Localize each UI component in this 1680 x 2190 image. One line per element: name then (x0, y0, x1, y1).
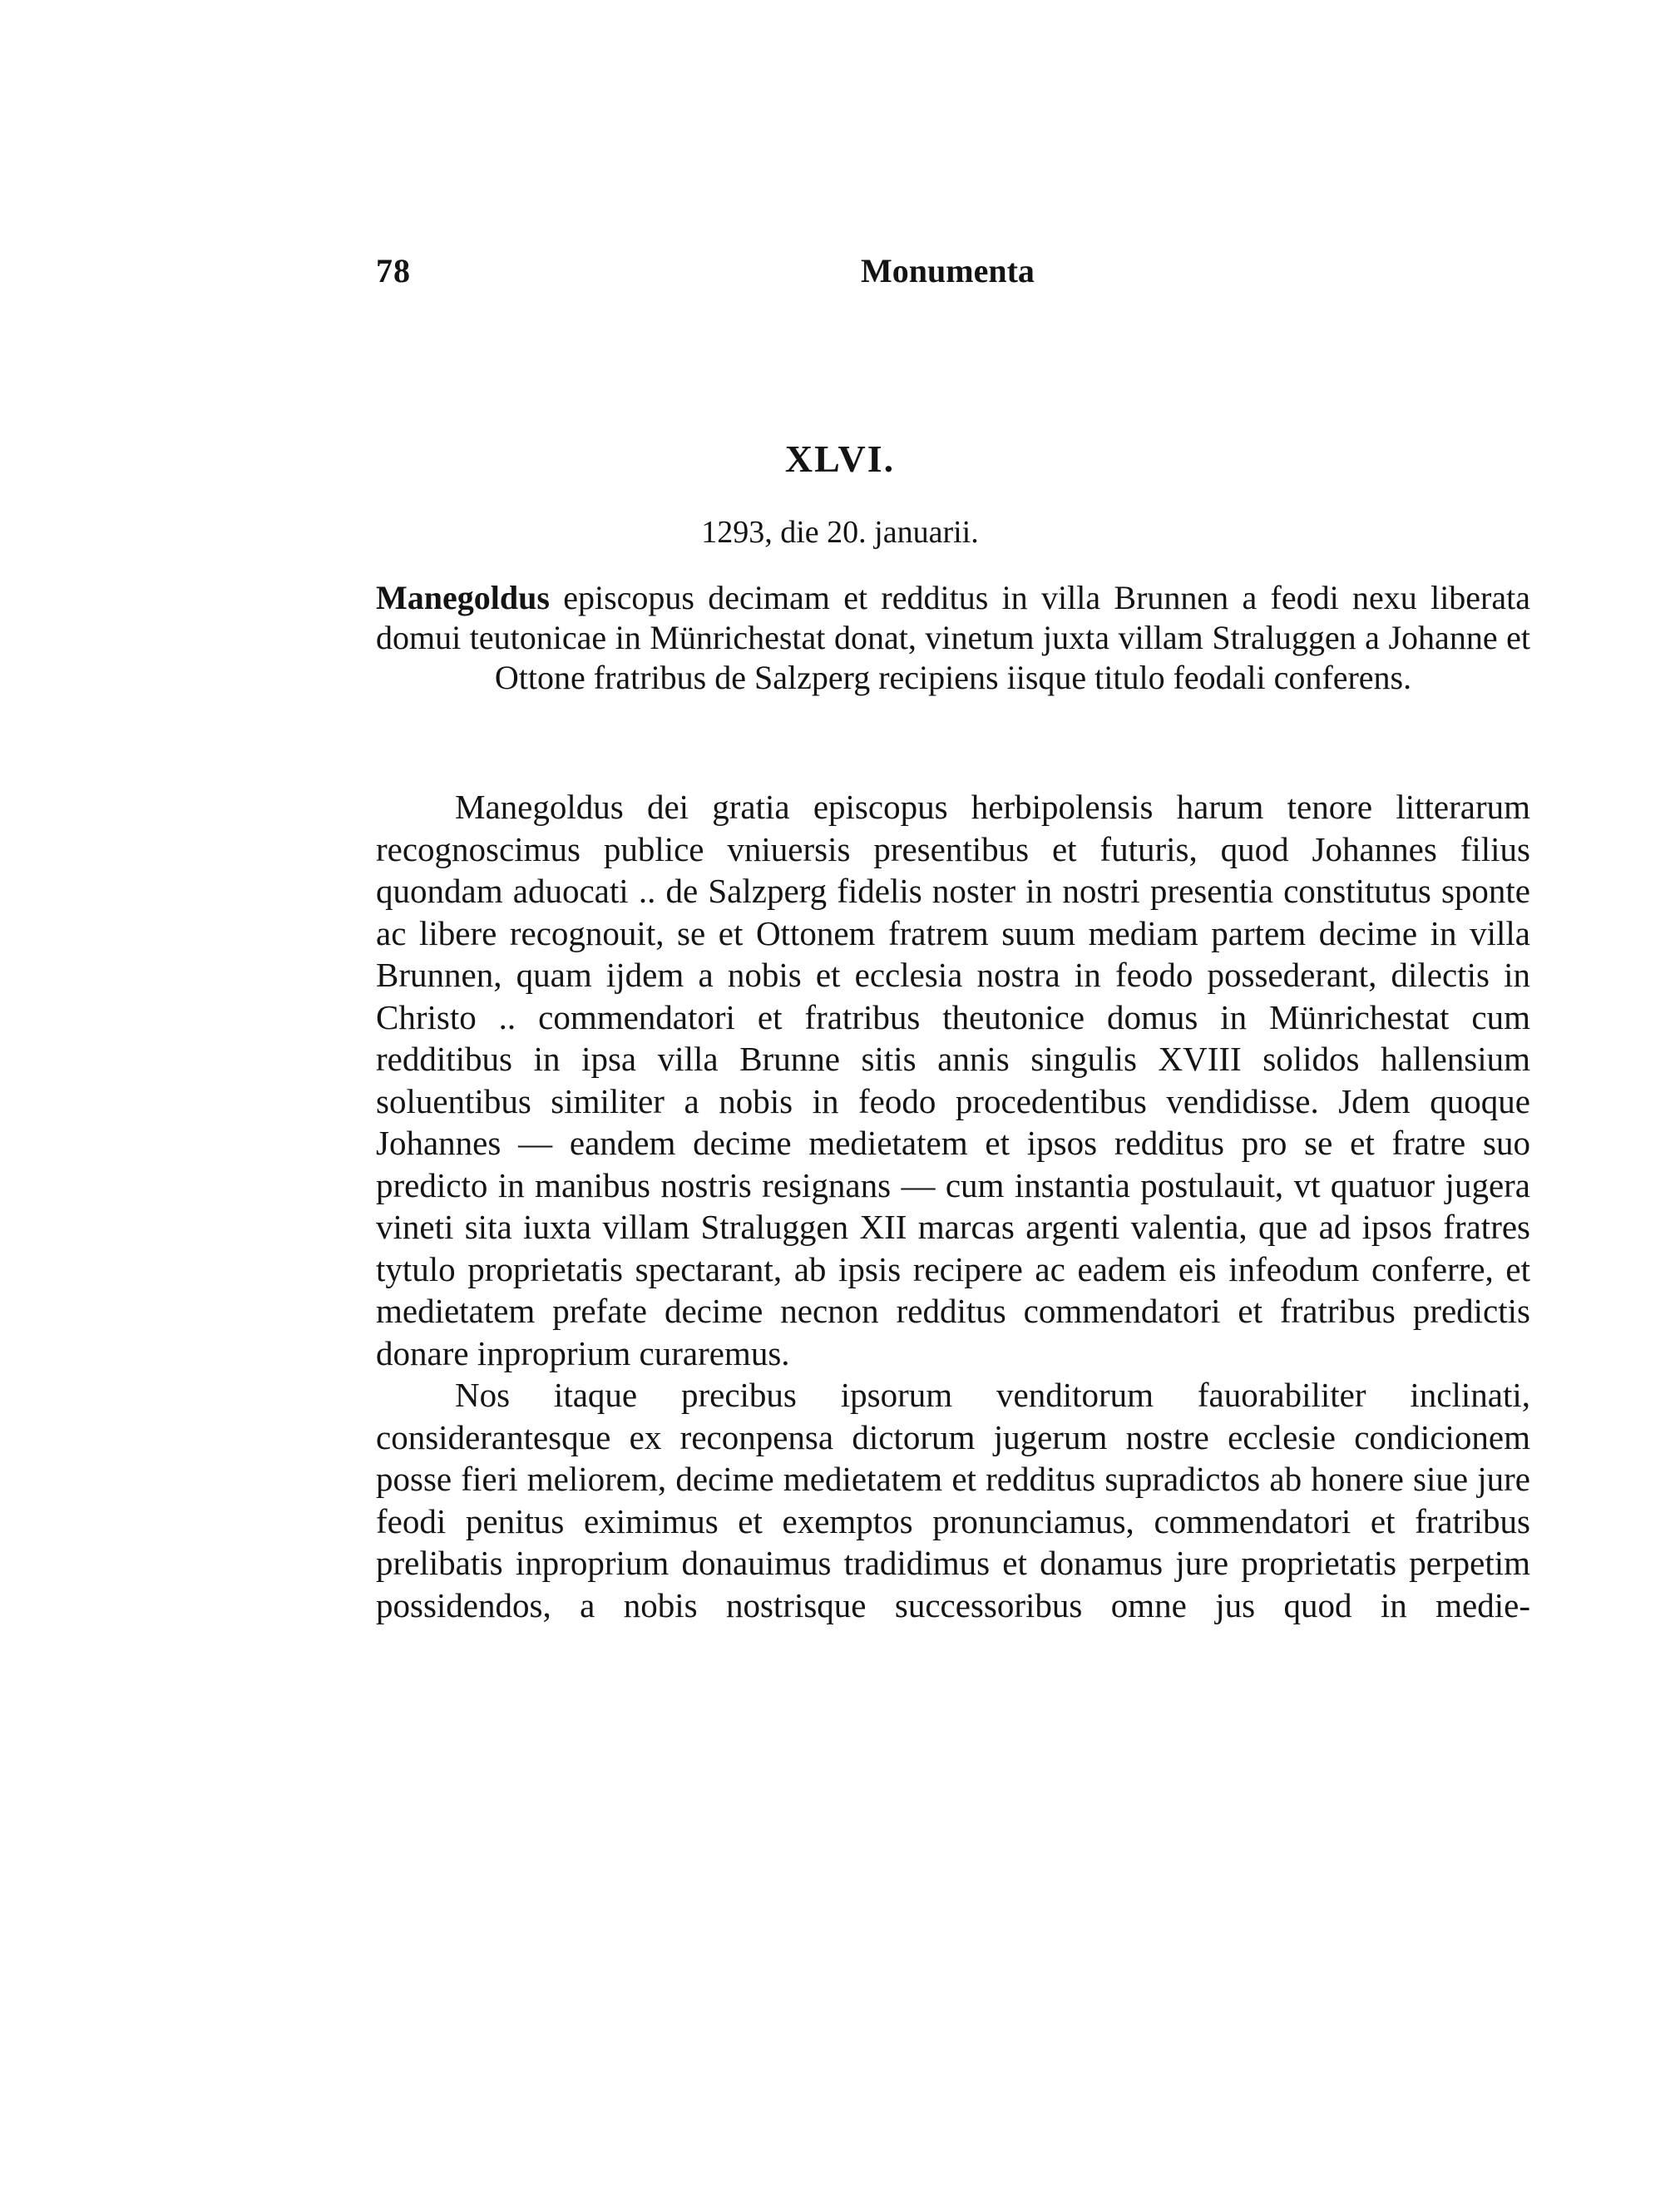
charter-paragraph: Nos itaque precibus ipsorum venditorum fauorabiliter inclinati, considerantesque ex reconpensa dictorum jugerum nostre ecclesie condicionem posse fieri meliorem, decime medietatem et redditus supradictos ab honere siue jure feodi penitus eximimus et exemptos pronunciamus, commendatori et fratribus prelibatis inproprium donauimus tradidimus et donamus jure proprietatis perpetim possidendos, a nobis nostrisque successoribus omne jus quod in medie- (376, 1376, 1530, 1624)
page-number: 78 (376, 252, 411, 289)
regest-lead: Manegoldus (376, 579, 550, 616)
regest-summary (376, 578, 1530, 698)
regest-text: episcopus decimam et redditus in villa Brunnen a feodi nexu liberata domui teutonicae in Münrichestat donat, vinetum juxta villam Straluggen a Johanne et Ottone fratribus de Salzperg recipiens iisque titulo feodali conferens. (376, 579, 1530, 696)
document-date: 1293, die 20. januarii. (701, 515, 979, 550)
document-number: XLVI. (784, 438, 896, 480)
charter-paragraph: Manegoldus dei gratia episcopus herbipolensis harum tenore litterarum recognoscimus publice vniuersis presentibus et futuris, quod Johannes filius quondam aduocati .. de Salzperg fidelis noster in nostri presentia constitutus sponte ac libere recognouit, se et Ottonem fratrem suum mediam partem decime in villa Brunnen, quam ijdem a nobis et ecclesia nostra in feodo possederant, dilectis in Christo .. commendatori et fratribus theutonice domus in Münrichestat cum redditibus in ipsa villa Brunne sitis annis singulis XVIII solidos hallensium soluentibus similiter a nobis in feodo procedentibus vendidisse. Jdem quoque Johannes — eandem decime medietatem et ipsos redditus pro se et fratre suo predicto in manibus nostris resignans — cum instantia postulauit, vt quatuor jugera vineti sita iuxta villam Straluggen XII marcas argenti valentia, que ad ipsos fratres tytulo proprietatis spectarant, ab ipsis recipere ac eadem eis infeodum conferre, et medietatem prefate decime necnon redditus commendatori et fratribus predictis donare inproprium curaremus. (376, 788, 1530, 1372)
charter-text (376, 786, 1530, 1626)
running-title: Monumenta (861, 252, 1035, 289)
